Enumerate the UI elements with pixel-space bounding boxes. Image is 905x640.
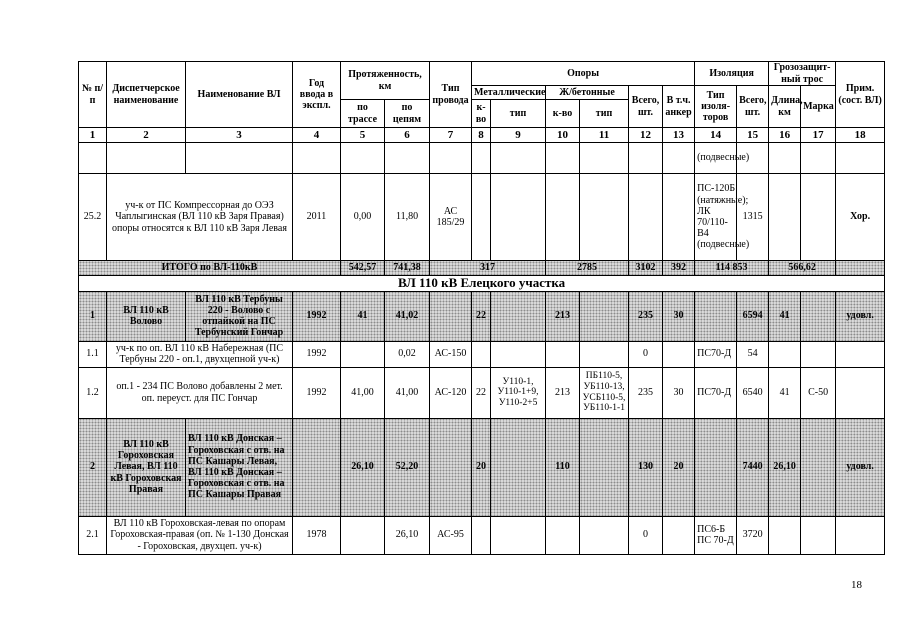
chain-length-cell: 26,10 xyxy=(385,516,430,554)
col-header-line-name: Наименование ВЛ xyxy=(186,62,293,128)
col-header-insulator-total: Всего, шт. xyxy=(737,86,769,128)
row-number: 25.2 xyxy=(79,174,107,261)
row-number: 2.1 xyxy=(79,516,107,554)
anchor-cell: 30 xyxy=(663,367,695,418)
year-cell: 1992 xyxy=(293,291,341,341)
insulator-type-cell: ПС-120Б (натяжные); ЛК 70/110-В4 (подвесные) xyxy=(695,174,737,261)
total-label: ИТОГО по ВЛ-110кВ xyxy=(79,261,341,276)
wire-type-cell: АС-150 xyxy=(430,341,472,367)
line-name: ВЛ 110 кВ Донская – Гороховская с отв. на ПС Кашары Левая, ВЛ 110 кВ Донская – Гороховская с отв. на ПС Кашары Правая xyxy=(186,418,293,516)
chain-length-cell: 41,00 xyxy=(385,367,430,418)
total-ground-length: 566,62 xyxy=(769,261,836,276)
total-metal-qty: 317 xyxy=(430,261,546,276)
supports-total-cell: 130 xyxy=(629,418,663,516)
table-row xyxy=(79,418,885,516)
line-name: оп.1 - 234 ПС Волово добавлены 2 мет. оп. переуст. для ПС Гончар xyxy=(107,367,293,418)
col-header-chain-length: по цепям xyxy=(385,100,430,128)
col-header-ground-wire: Грозозащит-ный трос xyxy=(769,62,836,86)
col-number: 18 xyxy=(836,128,885,143)
condition-cell: удовл. xyxy=(836,291,885,341)
col-number: 6 xyxy=(385,128,430,143)
chain-length-cell: 52,20 xyxy=(385,418,430,516)
insulator-type-cell: ПС6-Б ПС 70-Д xyxy=(695,516,737,554)
table-row xyxy=(79,367,885,418)
total-anchor: 392 xyxy=(663,261,695,276)
page-number: 18 xyxy=(851,579,862,591)
table-row xyxy=(79,516,885,554)
header-row-1 xyxy=(79,62,885,86)
col-number: 5 xyxy=(341,128,385,143)
ground-brand-cell: С-50 xyxy=(801,367,836,418)
row-number: 1.2 xyxy=(79,367,107,418)
col-header-note: Прим. (сост. ВЛ) xyxy=(836,62,885,128)
supports-total-cell: 0 xyxy=(629,341,663,367)
wire-type-cell: АС-120 xyxy=(430,367,472,418)
ground-length-cell: 26,10 xyxy=(769,418,801,516)
col-header-dispatch-name: Диспетчерское наименование xyxy=(107,62,186,128)
year-cell: 2011 xyxy=(293,174,341,261)
concrete-qty-cell: 213 xyxy=(546,291,580,341)
supports-total-cell: 235 xyxy=(629,291,663,341)
route-length-cell: 0,00 xyxy=(341,174,385,261)
col-header-insulator-type: Тип изоля-торов xyxy=(695,86,737,128)
metal-qty-cell: 22 xyxy=(472,291,491,341)
supports-total-cell: 235 xyxy=(629,367,663,418)
line-name: ВЛ 110 кВ Тербуны 220 - Волово с отпайкой на ПС Тербунский Гончар xyxy=(186,291,293,341)
table-row xyxy=(79,143,885,174)
chain-length-cell: 0,02 xyxy=(385,341,430,367)
row-number: 1.1 xyxy=(79,341,107,367)
insulator-total-cell: 7440 xyxy=(737,418,769,516)
col-header-concrete-qty: к-во xyxy=(546,100,580,128)
supports-total-cell: 0 xyxy=(629,516,663,554)
col-number: 10 xyxy=(546,128,580,143)
route-length-cell: 26,10 xyxy=(341,418,385,516)
table-row xyxy=(79,341,885,367)
col-header-metal: Металлические xyxy=(472,86,546,100)
insulator-total-cell: 54 xyxy=(737,341,769,367)
route-length-cell: 41 xyxy=(341,291,385,341)
condition-cell: удовл. xyxy=(836,418,885,516)
line-register-table xyxy=(78,61,885,555)
dispatch-name: ВЛ 110 кВ Волово xyxy=(107,291,186,341)
col-header-wire-type: Тип провода xyxy=(430,62,472,128)
col-header-ground-brand: Марка xyxy=(801,86,836,128)
col-header-route-length: по трассе xyxy=(341,100,385,128)
ground-length-cell: 41 xyxy=(769,367,801,418)
col-header-supports-total: Всего, шт. xyxy=(629,86,663,128)
anchor-cell: 20 xyxy=(663,418,695,516)
col-header-insulation: Изоляция xyxy=(695,62,769,86)
total-route-length: 542,57 xyxy=(341,261,385,276)
col-number: 4 xyxy=(293,128,341,143)
col-header-concrete-type: тип xyxy=(580,100,629,128)
col-number: 2 xyxy=(107,128,186,143)
insulator-type-cell: ПС70-Д xyxy=(695,341,737,367)
insulator-total-cell: 6594 xyxy=(737,291,769,341)
col-number: 7 xyxy=(430,128,472,143)
col-number: 12 xyxy=(629,128,663,143)
insulator-total-cell: 1315 xyxy=(737,174,769,261)
ground-length-cell: 41 xyxy=(769,291,801,341)
wire-type-cell: АС 185/29 xyxy=(430,174,472,261)
col-header-number: № п/п xyxy=(79,62,107,128)
col-number: 13 xyxy=(663,128,695,143)
concrete-qty-cell: 213 xyxy=(546,367,580,418)
total-row xyxy=(79,261,885,276)
col-number: 11 xyxy=(580,128,629,143)
total-supports: 3102 xyxy=(629,261,663,276)
line-name: уч-к от ПС Компрессорная до ОЭЗ Чаплыгинская (ВЛ 110 кВ Заря Правая) опоры относятся к ВЛ 110 кВ Заря Левая xyxy=(107,174,293,261)
col-number: 8 xyxy=(472,128,491,143)
insulator-total-cell: 6540 xyxy=(737,367,769,418)
col-header-supports: Опоры xyxy=(472,62,695,86)
chain-length-cell: 11,80 xyxy=(385,174,430,261)
col-number: 3 xyxy=(186,128,293,143)
line-name: ВЛ 110 кВ Гороховская-левая по опорам Гороховская-правая (оп. № 1-130 Донская - Гороховская, двухцеп. уч-к) xyxy=(107,516,293,554)
col-number: 1 xyxy=(79,128,107,143)
anchor-cell: 30 xyxy=(663,291,695,341)
col-number: 16 xyxy=(769,128,801,143)
year-cell: 1992 xyxy=(293,341,341,367)
col-number: 15 xyxy=(737,128,769,143)
col-header-metal-type: тип xyxy=(491,100,546,128)
table-row xyxy=(79,174,885,261)
section-row xyxy=(79,276,885,292)
year-cell: 1992 xyxy=(293,367,341,418)
col-header-anchor: В т.ч. анкер xyxy=(663,86,695,128)
route-length-cell: 41,00 xyxy=(341,367,385,418)
total-insulators: 114 853 xyxy=(695,261,769,276)
line-name: уч-к по оп. ВЛ 110 кВ Набережная (ПС Тербуны 220 - оп.1, двухцепной уч-к) xyxy=(107,341,293,367)
col-header-metal-qty: к-во xyxy=(472,100,491,128)
condition-cell: Хор. xyxy=(836,174,885,261)
col-number: 9 xyxy=(491,128,546,143)
col-header-length: Протяженность, км xyxy=(341,62,430,100)
metal-qty-cell: 20 xyxy=(472,418,491,516)
col-header-concrete: Ж/бетонные xyxy=(546,86,629,100)
row-number: 2 xyxy=(79,418,107,516)
chain-length-cell: 41,02 xyxy=(385,291,430,341)
metal-type-cell: У110-1, У110-1+9, У110-2+5 xyxy=(491,367,546,418)
col-header-year: Год ввода в экспл. xyxy=(293,62,341,128)
dispatch-name: ВЛ 110 кВ Гороховская Левая, ВЛ 110 кВ Гороховская Правая xyxy=(107,418,186,516)
col-number: 14 xyxy=(695,128,737,143)
metal-qty-cell: 22 xyxy=(472,367,491,418)
section-title: ВЛ 110 кВ Елецкого участка xyxy=(79,276,885,292)
row-number: 1 xyxy=(79,291,107,341)
insulator-total-cell: 3720 xyxy=(737,516,769,554)
concrete-qty-cell: 110 xyxy=(546,418,580,516)
wire-type-cell: АС-95 xyxy=(430,516,472,554)
insulator-type-cell: (подвесные) xyxy=(695,143,737,174)
concrete-type-cell: ПБ110-5, УБ110-13, УСБ110-5, УБ110-1-1 xyxy=(580,367,629,418)
table-row xyxy=(79,291,885,341)
col-header-ground-length: Длина, км xyxy=(769,86,801,128)
column-number-row xyxy=(79,128,885,143)
total-concrete-qty: 2785 xyxy=(546,261,629,276)
col-number: 17 xyxy=(801,128,836,143)
year-cell: 1978 xyxy=(293,516,341,554)
total-chain-length: 741,38 xyxy=(385,261,430,276)
insulator-type-cell: ПС70-Д xyxy=(695,367,737,418)
